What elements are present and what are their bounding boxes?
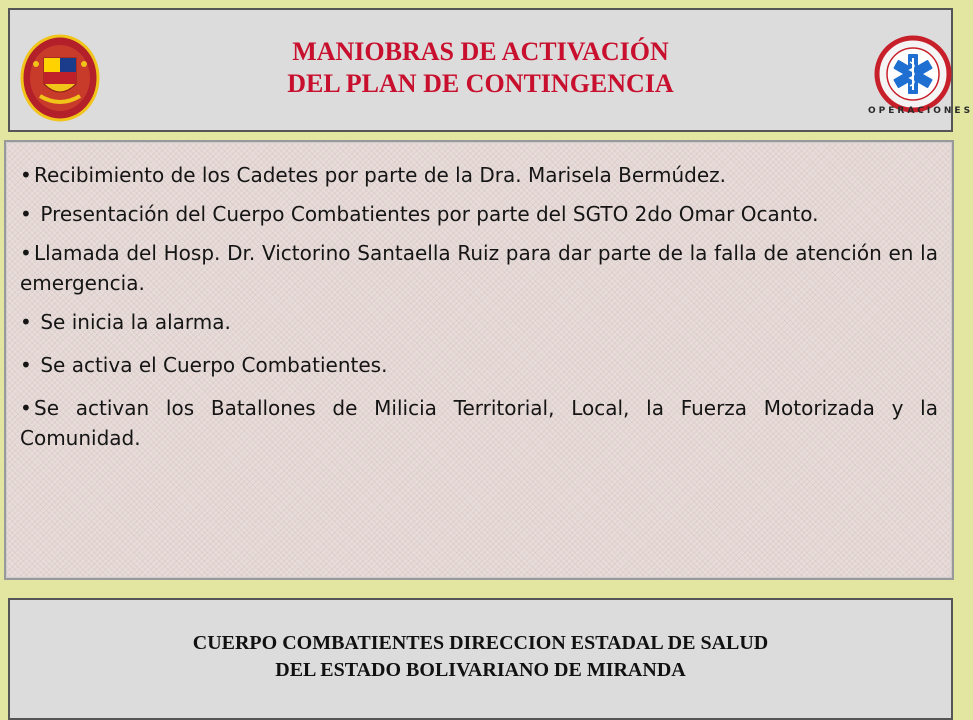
footer-panel [8,598,953,720]
content-panel [4,140,954,580]
footer-text [10,630,951,684]
bullet-icon: • [20,241,32,265]
header-panel [8,8,973,132]
bullet-icon: • [20,202,32,226]
list-item: • Se inicia la alarma. [20,307,938,337]
list-item: • Presentación del Cuerpo Combatientes por parte del SGTO 2do Omar Ocanto. [20,199,938,229]
bullet-icon: • [20,353,32,377]
bullet-icon: • [20,396,32,420]
operaciones-text: OPERACIONES [868,106,973,116]
list-item: • Llamada del Hosp. Dr. Victorino Santaella Ruiz para dar parte de la falla de atención en la emergencia. [20,238,938,298]
list-item: • Se activa el Cuerpo Combatientes. [20,350,938,380]
page-title [10,36,951,100]
bullet-icon: • [20,310,32,334]
bullet-icon: • [20,163,32,187]
list-item: • Recibimiento de los Cadetes por parte de la Dra. Marisela Bermúdez. [20,160,938,190]
list-item: • Se activan los Batallones de Milicia Territorial, Local, la Fuerza Motorizada y la Comunidad. [20,393,938,453]
footer-line-1: CUERPO COMBATIENTES DIRECCION ESTADAL DE SALUD [192,632,769,654]
footer-line-2: DEL ESTADO BOLIVARIANO DE MIRANDA [275,659,686,681]
title-line-2: DEL PLAN DE CONTINGENCIA [287,69,674,98]
bullet-list [6,142,952,453]
title-line-1: MANIOBRAS DE ACTIVACIÓN [292,37,669,66]
